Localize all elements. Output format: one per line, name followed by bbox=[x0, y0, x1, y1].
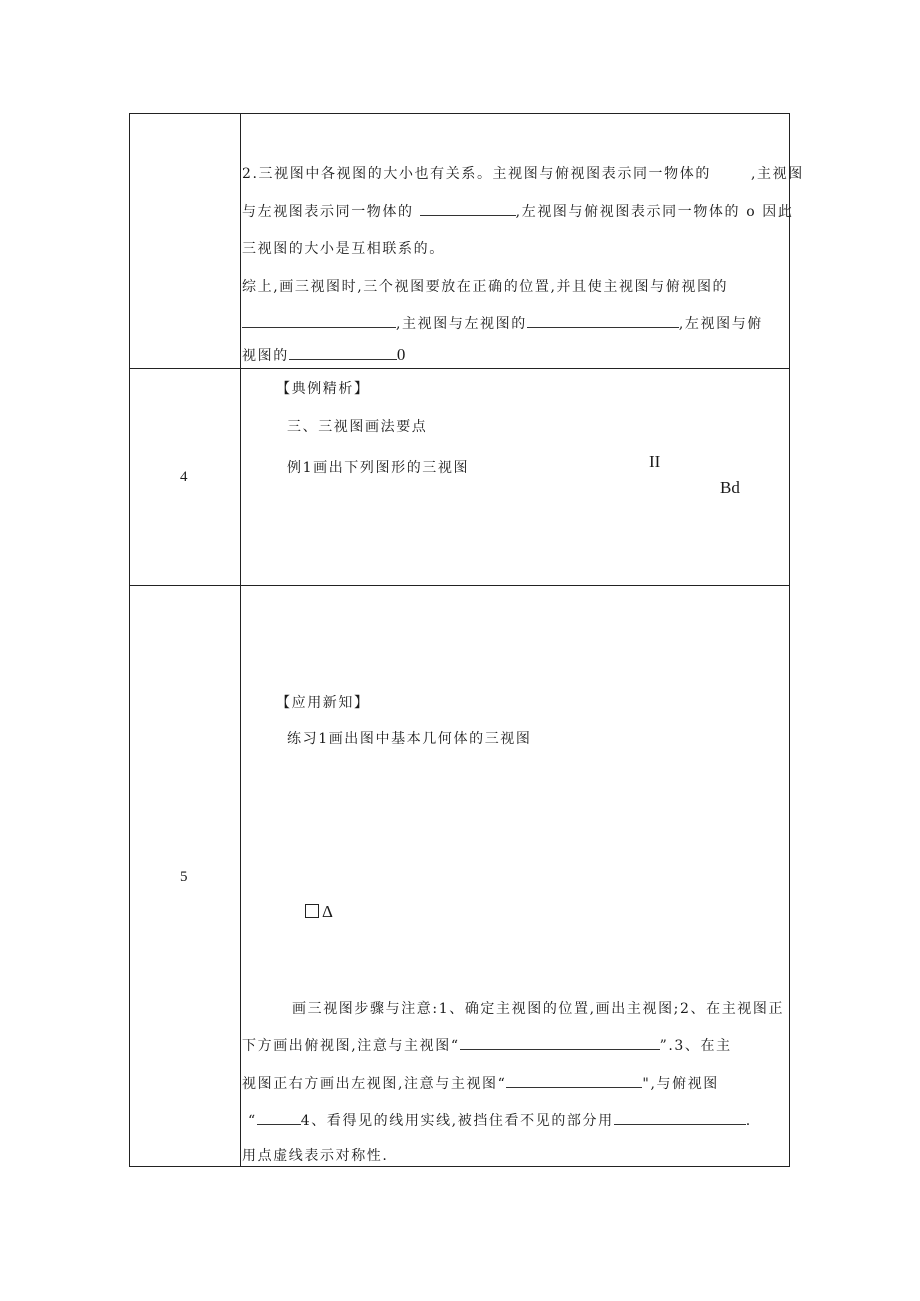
example-text: 例1画出下列图形的三视图 bbox=[287, 460, 470, 476]
fill-in-blank bbox=[257, 1112, 301, 1125]
fill-in-blank bbox=[527, 315, 679, 328]
steps-line-4-tail: . bbox=[745, 1113, 752, 1129]
section-heading: 【典例精析】 bbox=[276, 381, 370, 397]
steps-line-2-tail: ”.3、在主 bbox=[659, 1038, 732, 1054]
row1-line3: 三视图的大小是互相联系的。 bbox=[242, 241, 445, 257]
row1-line2-o: o bbox=[746, 204, 757, 220]
figure-label: II bbox=[649, 452, 661, 471]
row-number: 4 bbox=[180, 469, 188, 485]
geometry-shapes bbox=[305, 902, 333, 922]
steps-line-1: 画三视图步骤与注意:1、确定主视图的位置,画出主视图;2、在主视图正 bbox=[292, 1001, 785, 1017]
table-bottom-border bbox=[129, 1166, 790, 1167]
row1-line2-text: 与左视图表示同一物体的 bbox=[242, 204, 414, 220]
steps-line-3-text: 视图正右方画出左视图,注意与主视图“ bbox=[242, 1076, 507, 1092]
row-number: 5 bbox=[180, 869, 188, 885]
steps-line-2 bbox=[242, 1035, 732, 1055]
fill-in-blank bbox=[506, 1075, 642, 1088]
fill-in-blank bbox=[614, 1112, 746, 1125]
fill-in-blank bbox=[242, 315, 396, 328]
steps-line-4 bbox=[248, 1110, 752, 1130]
table-left-border bbox=[129, 113, 130, 1167]
table-right-border bbox=[789, 113, 790, 1167]
square-icon bbox=[305, 904, 319, 918]
steps-line-3 bbox=[242, 1073, 719, 1093]
row1-line4: 综上,画三视图时,三个视图要放在正确的位置,并且使主视图与俯视图的 bbox=[242, 279, 729, 295]
row1-line1-tail: ,主视图 bbox=[750, 166, 804, 182]
row1-line5 bbox=[242, 313, 763, 333]
row1-line6 bbox=[242, 345, 405, 365]
section-subheading: 三、三视图画法要点 bbox=[287, 419, 428, 435]
row1-line6-text: 视图的 bbox=[242, 348, 289, 364]
steps-line-5: 用点虚线表示对称性. bbox=[242, 1148, 389, 1164]
section-heading: 【应用新知】 bbox=[276, 695, 370, 711]
table-top-border bbox=[129, 113, 790, 114]
row-divider-2 bbox=[129, 585, 790, 586]
fill-in-blank bbox=[420, 203, 516, 216]
steps-line-4-text: 4、看得见的线用实线,被挡住看不见的部分用 bbox=[300, 1113, 614, 1129]
row1-line5-tail: ,左视图与俯 bbox=[678, 316, 763, 332]
fill-in-blank bbox=[289, 347, 397, 360]
row1-line2 bbox=[242, 201, 793, 221]
steps-line-3-tail: ",与俯视图 bbox=[642, 1076, 719, 1092]
exercise-text: 练习1画出图中基本几何体的三视图 bbox=[287, 731, 532, 747]
row1-line5-mid: ,主视图与左视图的 bbox=[396, 316, 527, 332]
steps-line-2-text: 下方画出俯视图,注意与主视图“ bbox=[242, 1038, 460, 1054]
triangle-shape: Δ bbox=[322, 902, 333, 921]
row1-line6-zero: 0 bbox=[396, 345, 406, 364]
steps-line-4-quote: “ bbox=[248, 1113, 257, 1129]
row1-line1 bbox=[242, 163, 804, 183]
column-divider bbox=[240, 113, 241, 1167]
row1-line1-text: 2.三视图中各视图的大小也有关系。主视图与俯视图表示同一物体的 bbox=[242, 166, 711, 182]
row1-line2-mid: ,左视图与俯视图表示同一物体的 bbox=[515, 204, 741, 220]
figure-label: Bd bbox=[720, 478, 740, 497]
row1-line2-tail: 因此 bbox=[762, 204, 794, 220]
fill-in-blank bbox=[460, 1037, 660, 1050]
row-divider-1 bbox=[129, 368, 790, 369]
